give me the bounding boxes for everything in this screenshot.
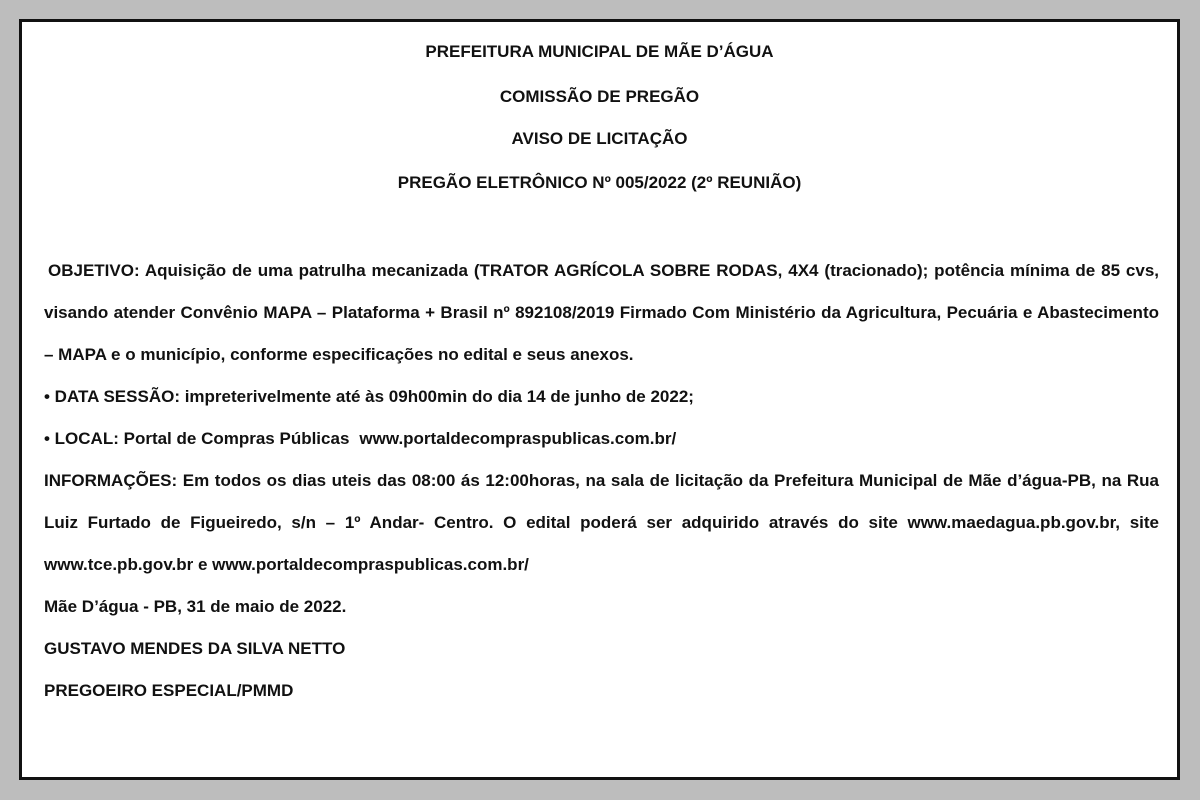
place-and-date: Mãe D’água - PB, 31 de maio de 2022. [44,597,347,616]
notice-box [19,19,1180,780]
information-paragraph: INFORMAÇÕES: Em todos os dias uteis das 08:00 ás 12:00horas, na sala de licitação da Prefeitura Municipal de Mãe d’água-PB, na Rua Luiz Furtado de Figueiredo, s/n – 1º Andar- Centro. O edital poderá ser adquirido através do site www.maedagua.pb.gov.br, site www.tce.pb.gov.br e www.portaldecompraspublicas.com.br/ [44,471,1159,574]
location-label: • LOCAL: Portal de Compras Públicas [44,429,350,448]
header-municipality: PREFEITURA MUNICIPAL DE MÃE D’ÁGUA [425,42,774,61]
signatory-role: PREGOEIRO ESPECIAL/PMMD [44,681,294,700]
header-commission: COMISSÃO DE PREGÃO [499,87,700,106]
header-notice-title: AVISO DE LICITAÇÃO [511,129,688,148]
signatory-name: GUSTAVO MENDES DA SILVA NETTO [44,639,346,658]
header-pregao-number: PREGÃO ELETRÔNICO Nº 005/2022 (2º REUNIÃO) [397,173,802,192]
notice-body [44,250,1159,712]
location-url: www.portaldecompraspublicas.com.br/ [359,429,677,448]
objective-paragraph: OBJETIVO: Aquisição de uma patrulha mecanizada (TRATOR AGRÍCOLA SOBRE RODAS, 4X4 (tracionado); potência mínima de 85 cvs, visando atender Convênio MAPA – Plataforma + Brasil nº 892108/2019 Firmado Com Ministério da Agricultura, Pecuária e Abastecimento – MAPA e o município, conforme especificações no edital e seus anexos. [44,261,1159,364]
location-item [44,418,1159,460]
session-date-item: • DATA SESSÃO: impreterivelmente até às 09h00min do dia 14 de junho de 2022; [44,387,694,406]
